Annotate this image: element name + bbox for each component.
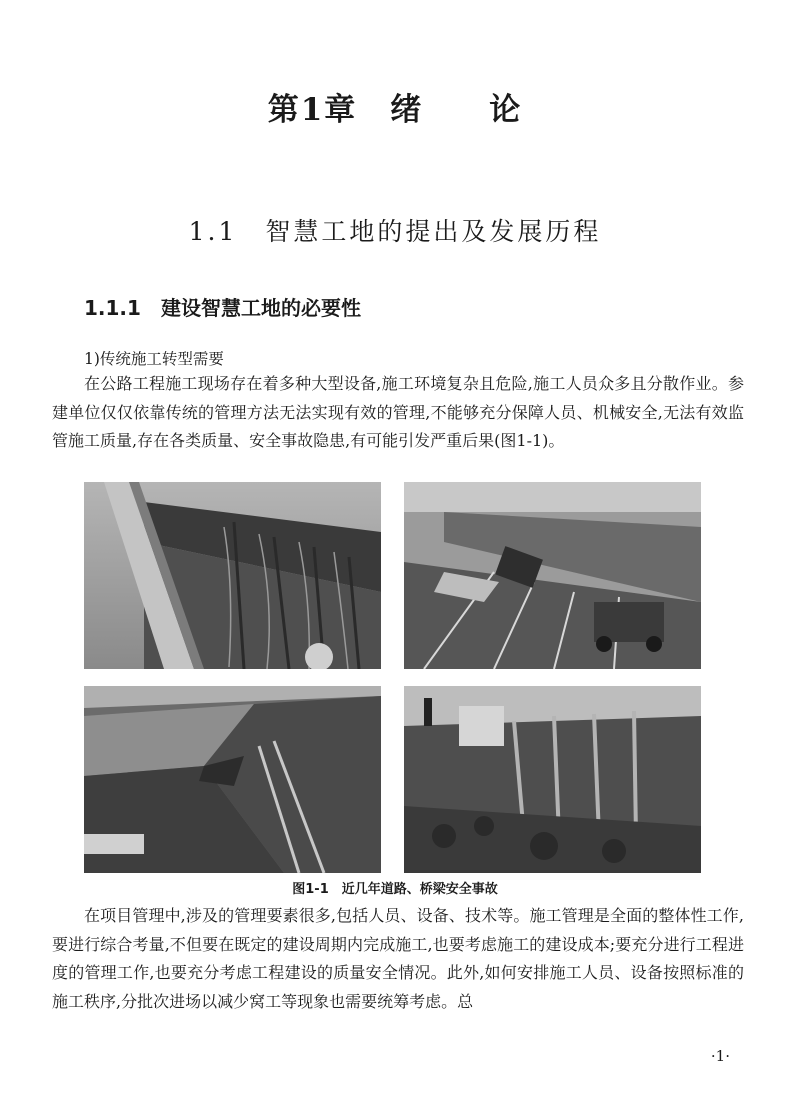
accident-photo-bridge-construction xyxy=(404,686,701,873)
chapter-title: 第1章 绪 论 xyxy=(267,92,523,128)
section-title: 1.1 智慧工地的提出及发展历程 xyxy=(188,217,602,246)
figure-caption: 图1-1 近几年道路、桥梁安全事故 xyxy=(292,882,498,897)
accident-photo-road-collapse xyxy=(84,686,381,873)
accident-photo-highway-truck xyxy=(404,482,701,669)
page-number: ·1· xyxy=(710,1047,730,1065)
subsection-title: 1.1.1 建设智慧工地的必要性 xyxy=(84,296,361,320)
body-paragraph-2: 在项目管理中,涉及的管理要素很多,包括人员、设备、技术等。施工管理是全面的整体性工作,要进行综合考量,不但要在既定的建设周期内完成施工,也要考虑施工的建设成本;要充分进行工程进度的管理工作,也要充分考虑工程建设的质量安全情况。此外,如何安排施工人员、设备按照标准的施工秩序,分批次进场以减少窝工等现象也需要统筹考虑。总 xyxy=(52,906,744,1011)
item-heading: 1)传统施工转型需要 xyxy=(84,350,224,368)
accident-photo-bridge-collapse xyxy=(84,482,381,669)
body-paragraph-1: 在公路工程施工现场存在着多种大型设备,施工环境复杂且危险,施工人员众多且分散作业。参建单位仅仅依靠传统的管理方法无法实现有效的管理,不能够充分保障人员、机械安全,无法有效监管施工质量,存在各类质量、安全事故隐患,有可能引发严重后果(图1-1)。 xyxy=(52,374,744,450)
